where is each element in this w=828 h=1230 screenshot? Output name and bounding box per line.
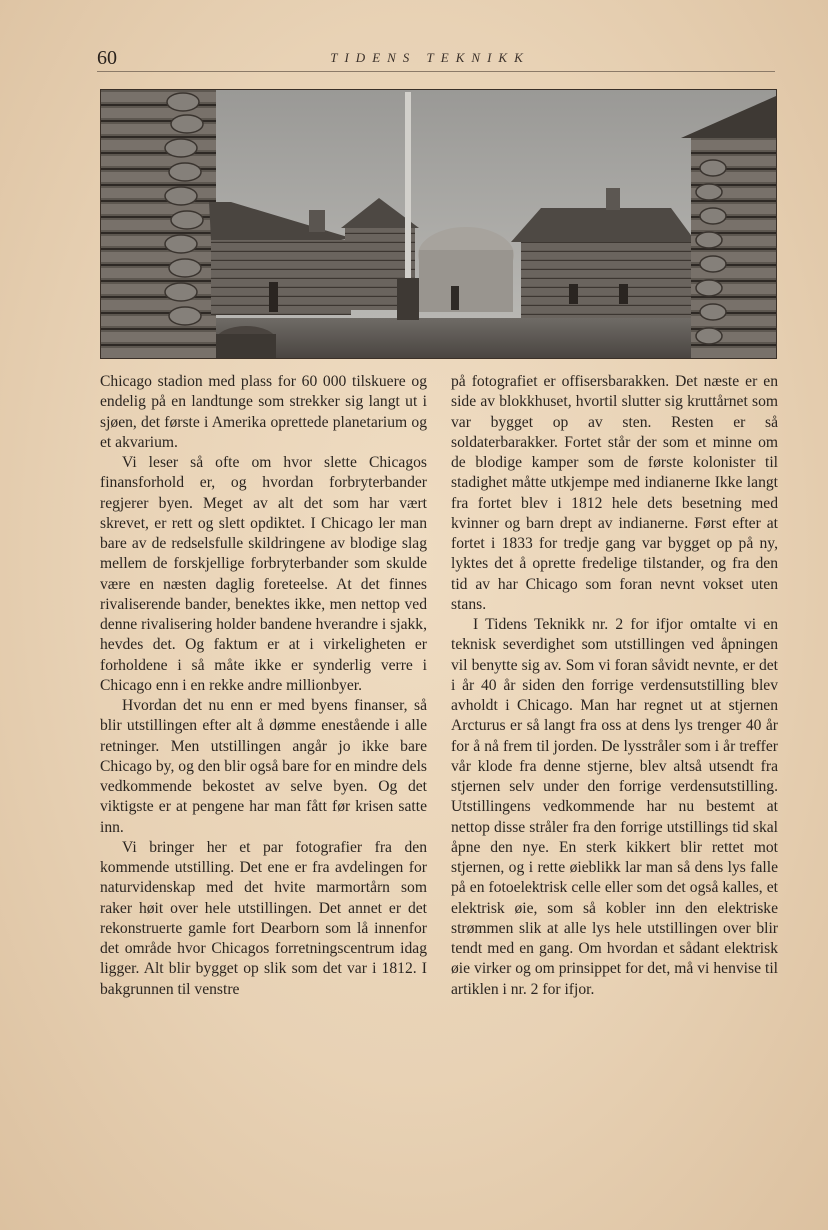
paragraph: på fotografiet er offisersbarakken. Det næste er en side av blokkhuset, hvortil slutter sig kruttårnet som var bygget op av sten. Resten er så soldaterbarakker. Fortet står der som et minne om de blodige kamper som de første kolonister til stadighet måtte utkjempe med indianerne Ikke langt fra fortet blev i 1812 hele dets besetning med kvinner og barn drept av indianerne. Først efter at fortet i 1833 for tredje gang var bygget op på ny, lyktes det å oprette fredelige tilstander, og fra den tid av har Chicago som foran nevnt vokset uten stans. [451, 373, 778, 613]
page-number: 60 [97, 47, 117, 69]
paragraph: Hvordan det nu enn er med byens finanser, så blir utstillingen efter alt å dømme enestående i alle retninger. Men utstillingen angår jo ikke bare Chicago by, og den blir også bare for en mindre dels vedkommende bekostet av selve byen. Og det viktigste er at pengene har man fått før krisen satte inn. [100, 697, 427, 836]
paragraph: Vi bringer her et par fotografier fra den kommende utstilling. Det ene er fra avdelingen for naturvidenskap med det hvite marmortårn som raker høit over hele utstillingen. Det annet er det rekonstruerte gamle fort Dearborn som lå innenfor det område hvor Chicagos forretningscentrum idag ligger. Alt blir bygget op slik som det var i 1812. I bakgrunnen til venstre [100, 838, 427, 998]
text-column-right [451, 372, 778, 1000]
paragraph: Chicago stadion med plass for 60 000 tilskuere og endelig på en landtunge som strekker sig langt ut i sjøen, det første i Amerika oprettede planetarium og et akvarium. [100, 373, 427, 451]
text-column-left [100, 372, 427, 1000]
fort-dearborn-photo [100, 89, 777, 359]
header-rule [97, 71, 775, 72]
paragraph: I Tidens Teknikk nr. 2 for ifjor omtalte vi en teknisk severdighet som utstillingen ved åpningen vil benytte sig av. Som vi foran såvidt nevnte, er det i år 40 år siden den forrige verdensutstilling blev avholdt i Chicago. Man har regnet ut at stjernen Arcturus er så langt fra oss at dens lys trenger 40 år for å nå frem til jorden. De lysstråler som i år treffer vår klode fra denne stjerne, blev altså utsendt fra stjernen selv under den forrige verdensutstilling. Utstillingens vedkommende har nu bestemt at nettop disse stråler fra den forrige utstillings tid skal åpne den nye. En sterk kikkert blir rettet mot stjernen, og i rette øieblikk lar man så dens lys falle på en fotoelektrisk celle eller som det også kalles, et elektrisk øie, som så kobler inn den elektriske strømmen slik at alle lys hele utstillingen over blir tendt med en gang. Om hvordan et sådant elektrisk øie virker og om prinsippet for det, må vi henvise til artiklen i nr. 2 for ifjor. [451, 616, 778, 998]
paragraph: Vi leser så ofte om hvor slette Chicagos finansforhold er, og hvordan forbryterbander regjerer byen. Meget av alt det som har vært skrevet, er rett og slett opdiktet. I Chicago ler man bare av de redselsfulle skildringene av blodige slag mellem de forskjellige forbryterbander som skulde være en næsten daglig foreteelse. At det finnes rivaliserende bander, benektes ikke, men nettop ved denne rivalisering holder bandene hverandre i sjakk, hevdes det. Og faktum er at i virkeligheten er forholdene i så måte ikke er synderlig verre i Chicago enn i en rekke andre millionbyer. [100, 454, 427, 694]
running-title: TIDENS TEKNIKK [330, 50, 530, 65]
